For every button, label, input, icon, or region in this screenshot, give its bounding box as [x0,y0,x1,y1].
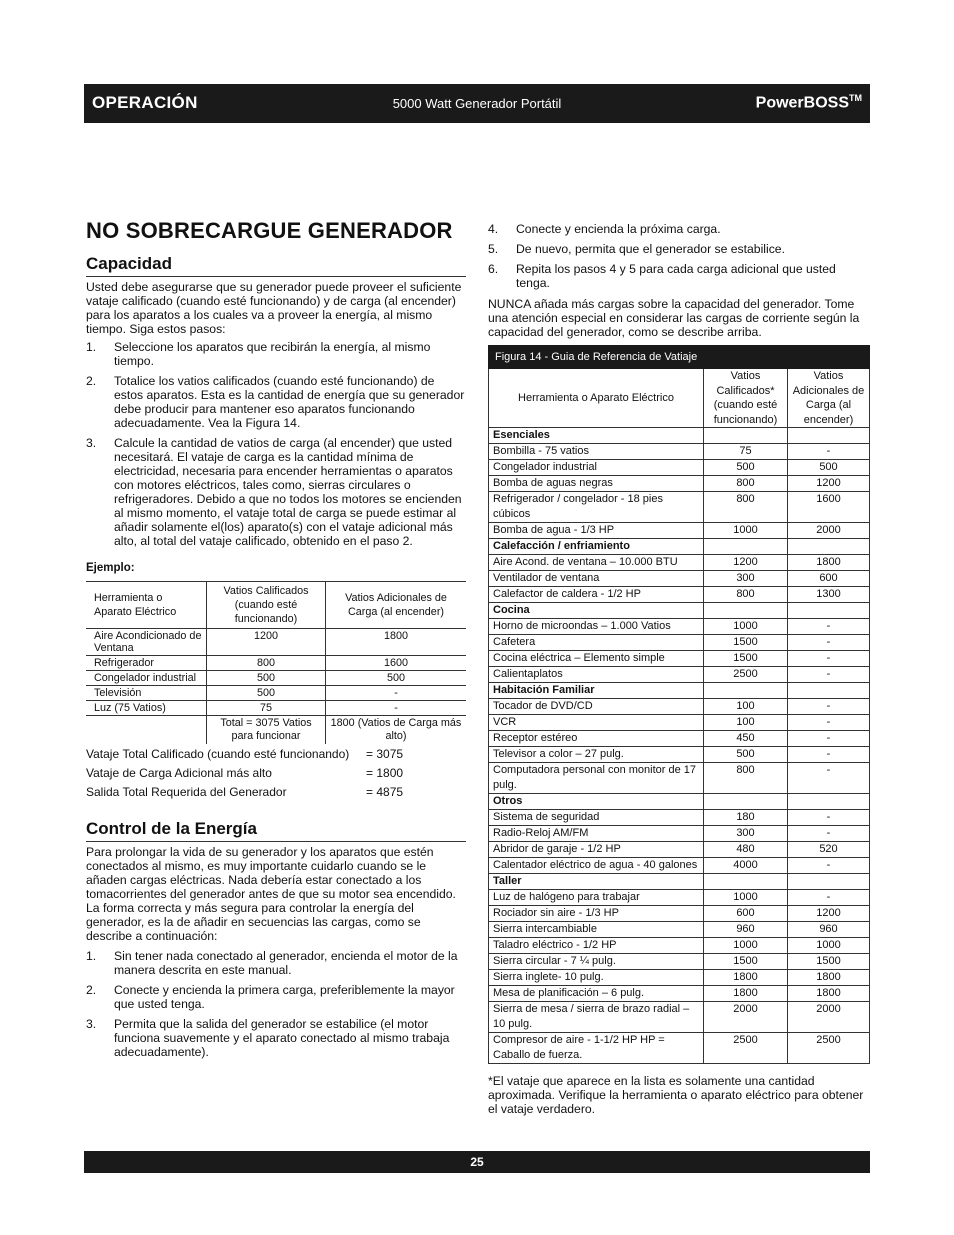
step-item [488,222,870,236]
surge-watts-cell: - [326,701,467,716]
surge-watts-cell: 2000 [788,523,870,539]
step-item [488,242,870,256]
running-watts-cell: 1000 [704,938,788,954]
ref-header-surge: Vatios Adicionales de Carga (al encender) [788,369,870,428]
running-watts-cell: 1800 [704,970,788,986]
step-number: 2. [86,983,97,997]
surge-watts-cell: - [788,667,870,683]
surge-watts-cell: 1300 [788,587,870,603]
page-title: NO SOBRECARGUE GENERADOR [86,218,453,243]
table-row [86,656,466,671]
category-label: Calefacción / enfriamiento [489,539,704,555]
appliance-cell: Compresor de aire - 1-1/2 HP HP = Caballo de fuerza. [489,1033,704,1064]
running-watts-cell: 1500 [704,651,788,667]
table-row [489,810,870,826]
ejemplo-summary [86,745,466,802]
surge-watts-cell: 2000 [788,1002,870,1033]
category-row [489,603,870,619]
table-row [489,587,870,603]
surge-watts-cell: 1200 [788,476,870,492]
running-watts-cell: 500 [207,686,326,701]
appliance-cell: Cafetera [489,635,704,651]
surge-watts-cell: - [788,826,870,842]
summary-label: Vatajе de Carga Adicional más alto [86,766,272,780]
running-watts-cell: 960 [704,922,788,938]
table-row [489,444,870,460]
table-row [86,701,466,716]
table-row [489,460,870,476]
appliance-cell: Tocador de DVD/CD [489,699,704,715]
surge-watts-cell: 600 [788,571,870,587]
wattage-reference-table [488,345,870,1064]
table-row [489,747,870,763]
surge-watts-cell: 500 [788,460,870,476]
running-watts-cell: 800 [207,656,326,671]
appliance-cell: Aire Acondicionado de Ventana [86,629,207,656]
step-number: 1. [86,949,97,963]
capacidad-heading: Capacidad [86,254,466,277]
appliance-cell: Abridor de garaje - 1/2 HP [489,842,704,858]
appliance-cell: Cocina eléctrica – Elemento simple [489,651,704,667]
table-row [489,986,870,1002]
summary-label: Vatajе Total Calificado (cuando esté funcionando) [86,747,350,761]
step-number: 5. [488,242,499,256]
ejemplo-table [86,581,466,744]
surge-watts-cell: - [788,715,870,731]
appliance-cell: Radio-Reloj AM/FM [489,826,704,842]
surge-watts-cell: 960 [788,922,870,938]
table-row [489,970,870,986]
surge-watts-cell: 1600 [788,492,870,523]
appliance-cell: Bomba de agua - 1/3 HP [489,523,704,539]
running-watts-cell: 75 [207,701,326,716]
running-watts-cell: 500 [207,671,326,686]
ref-header-appliance: Herramienta o Aparato Eléctrico [489,369,704,428]
running-watts-cell: 1000 [704,523,788,539]
capacidad-steps [86,340,466,548]
running-watts-cell: 800 [704,587,788,603]
capacidad-intro: Usted debe asegurarse que su generador puede proveer el suficiente vatajе calificado (cuando esté funcionando) y de carga (al encender) para los aparatos a los cuales va a proveer la energía, al mismo tiempo. Siga estos pasos: [86,280,462,336]
appliance-cell: Luz (75 Vatios) [86,701,207,716]
step-item [86,436,466,548]
page-number: 25 [470,1155,484,1169]
surge-watts-cell: 1500 [788,954,870,970]
step-item [488,262,870,290]
table-row [489,731,870,747]
running-watts-cell: 180 [704,810,788,826]
category-label: Otros [489,794,704,810]
appliance-cell: Taladro eléctrico - 1/2 HP [489,938,704,954]
table-row [86,686,466,701]
step-item [86,374,466,430]
appliance-cell: Bomba de aguas negras [489,476,704,492]
table-row [86,629,466,656]
summary-value: = 1800 [366,766,404,780]
table-row [489,938,870,954]
step-number: 6. [488,262,499,276]
footer-bar [84,1151,870,1173]
table-row [489,890,870,906]
step-number: 2. [86,374,97,388]
ejemplo-total-row [86,716,466,745]
surge-watts-cell: 1800 [788,986,870,1002]
table-row [489,922,870,938]
table-row [489,763,870,794]
left-column [86,218,466,1065]
table-row [489,954,870,970]
ref-header-running: Vatios Calificados* (cuando esté funcionando) [704,369,788,428]
running-watts-cell: 1500 [704,954,788,970]
running-watts-cell: 4000 [704,858,788,874]
appliance-cell: Rociador sin aire - 1/3 HP [489,906,704,922]
appliance-cell: Refrigerador [86,656,207,671]
running-watts-cell: 480 [704,842,788,858]
running-watts-cell: 1000 [704,619,788,635]
surge-watts-cell: 520 [788,842,870,858]
surge-watts-cell: - [788,699,870,715]
running-watts-cell: 600 [704,906,788,922]
table-row [489,523,870,539]
surge-watts-cell: - [788,635,870,651]
category-label: Habitación Familiar [489,683,704,699]
ejemplo-header-surge: Vatios Adicionales de Carga (al encender) [326,582,467,629]
right-column [488,222,870,1116]
ejemplo-header-running: Vatios Calificados (cuando esté funcionando) [207,582,326,629]
control-steps [86,949,466,1059]
appliance-cell: Congelador industrial [489,460,704,476]
table-row [86,671,466,686]
running-watts-cell: 1800 [704,986,788,1002]
step-number: 3. [86,1017,97,1031]
step-number: 1. [86,340,97,354]
appliance-cell: Calentador eléctrico de agua - 40 galones [489,858,704,874]
control-intro: Para prolongar la vida de su generador y los aparatos que estén conectados al mismo, es muy importante cuidarlo cuando se le añaden cargas eléctricas. Nada debería estar conectado a los tomacorrientes del generador antes de que su motor sea encendido. La forma correcta y más segura para controlar la energía del generador, es la de añadir en secuencias las cargas, como se describe a continuación: [86,845,456,943]
brand-logo [756,93,862,112]
running-watts-cell: 500 [704,747,788,763]
summary-value: = 4875 [366,785,404,799]
appliance-cell: Ventilador de ventana [489,571,704,587]
surge-watts-cell: - [788,858,870,874]
table-row [489,699,870,715]
table-row [489,476,870,492]
step-item [86,983,466,1011]
category-label: Cocina [489,603,704,619]
appliance-cell: Sierra circular - 7 ¼ pulg. [489,954,704,970]
appliance-cell: Horno de microondas – 1.000 Vatios [489,619,704,635]
step-text: De nuevo, permita que el generador se estabilice. [516,242,785,256]
table-row [489,571,870,587]
running-watts-cell: 300 [704,571,788,587]
appliance-cell: Aire Acond. de ventana – 10.000 BTU [489,555,704,571]
step-text: Permita que la salida del generador se estabilice (el motor funciona suavemente y el aparato conectado al mismo trabaja adecuadamente). [114,1017,450,1059]
appliance-cell: Televisor a color – 27 pulg. [489,747,704,763]
surge-watts-cell: - [788,444,870,460]
running-watts-cell: 100 [704,699,788,715]
table-row [489,635,870,651]
step-number: 3. [86,436,97,450]
surge-watts-cell: - [788,810,870,826]
category-row [489,428,870,444]
appliance-cell: Televisión [86,686,207,701]
appliance-cell: Mesa de planificación – 6 pulg. [489,986,704,1002]
surge-watts-cell: 1200 [788,906,870,922]
running-watts-cell: 300 [704,826,788,842]
table-row [489,651,870,667]
surge-watts-cell: - [788,651,870,667]
appliance-cell: Sistema de seguridad [489,810,704,826]
surge-watts-cell: - [788,747,870,763]
appliance-cell: Receptor estéreo [489,731,704,747]
appliance-cell: Luz de halógeno para trabajar [489,890,704,906]
category-row [489,794,870,810]
category-label: Esenciales [489,428,704,444]
table-row [489,715,870,731]
appliance-cell: Congelador industrial [86,671,207,686]
appliance-cell: Computadora personal con monitor de 17 pulg. [489,763,704,794]
ejemplo-total-surge: 1800 (Vatios de Carga más alto) [326,716,467,745]
category-row [489,683,870,699]
running-watts-cell: 500 [704,460,788,476]
table-row [489,667,870,683]
running-watts-cell: 800 [704,763,788,794]
running-watts-cell: 2500 [704,1033,788,1064]
step-text: Conecte y encienda la primera carga, preferiblemente la mayor que usted tenga. [114,983,455,1011]
running-watts-cell: 75 [704,444,788,460]
wattage-footnote: *El vatajе que aparece en la lista es solamente una cantidad aproximada. Verifique la herramienta o aparato eléctrico para obtener el vatajе verdadero. [488,1074,864,1116]
category-row [489,539,870,555]
surge-watts-cell: - [788,890,870,906]
surge-watts-cell: 1000 [788,938,870,954]
appliance-cell: VCR [489,715,704,731]
summary-value: = 3075 [366,747,404,761]
summary-line [86,764,466,783]
appliance-cell: Refrigerador / congelador - 18 pies cúbicos [489,492,704,523]
table-row [489,492,870,523]
appliance-cell: Calefactor de caldera - 1/2 HP [489,587,704,603]
table-row [489,906,870,922]
surge-watts-cell: 2500 [788,1033,870,1064]
appliance-cell: Bombilla - 75 vatios [489,444,704,460]
trademark-mark: TM [849,93,862,103]
running-watts-cell: 450 [704,731,788,747]
running-watts-cell: 800 [704,476,788,492]
appliance-cell: Sierra intercambiable [489,922,704,938]
table-row [489,858,870,874]
table-row [489,842,870,858]
running-watts-cell: 1200 [207,629,326,656]
step-text: Calcule la cantidad de vatios de carga (al encender) que usted necesitará. El vatajе de carga es la cantidad mínima de electricidad, necesaria para encender herramientas o aparatos con motores eléctricos, tales como, sierras circulares o refrigeradores. Debido a que no todos los motores se encienden al mismo momento, el vatajе total de carga se puede estimar al añadir solamente el(los) aparato(s) con el vatajе adicional más alto, al total del vatajе calificado, obtenido en el paso 2. [114,436,462,548]
running-watts-cell: 1500 [704,635,788,651]
running-watts-cell: 1200 [704,555,788,571]
step-text: Repita los pasos 4 y 5 para cada carga adicional que usted tenga. [516,262,836,290]
category-row [489,874,870,890]
step-item [86,949,466,977]
document-subtitle: 5000 Watt Generador Portátil [392,96,562,111]
step-text: Seleccione los aparatos que recibirán la energía, al mismo tiempo. [114,340,431,368]
summary-label: Salida Total Requerida del Generador [86,785,287,799]
surge-watts-cell: 1600 [326,656,467,671]
surge-watts-cell: 500 [326,671,467,686]
surge-watts-cell: - [788,619,870,635]
overload-warning: NUNCA añada más cargas sobre la capacidad del generador. Tome una atención especial en considerar las cargas de corriente según la capacidad del generador, como se describe arriba. [488,297,860,339]
step-text: Conecte y encienda la próxima carga. [516,222,721,236]
appliance-cell: Calientaplatos [489,667,704,683]
control-heading: Control de la Energía [86,819,466,842]
surge-watts-cell: - [788,763,870,794]
summary-line [86,745,466,764]
header-bar [84,84,870,123]
step-number: 4. [488,222,499,236]
step-text: Sin tener nada conectado al generador, encienda el motor de la manera descrita en este manual. [114,949,458,977]
figure-caption: Figura 14 - Guia de Referencia de Vatiaje [489,346,870,369]
category-label: Taller [489,874,704,890]
running-watts-cell: 2500 [704,667,788,683]
table-row [489,555,870,571]
continued-steps [488,222,870,290]
surge-watts-cell: - [788,731,870,747]
step-item [86,1017,466,1059]
surge-watts-cell: 1800 [788,970,870,986]
step-text: Totalice los vatios calificados (cuando esté funcionando) de estos aparatos. Esta es la cantidad de energía que su generador debe producir para mantener eso aparatos funcionando adecuadamente. Vea la Figura 14. [114,374,465,430]
table-row [489,1002,870,1033]
surge-watts-cell: - [326,686,467,701]
surge-watts-cell: 1800 [788,555,870,571]
brand-name: PowerBOSS [755,94,849,112]
running-watts-cell: 1000 [704,890,788,906]
running-watts-cell: 800 [704,492,788,523]
running-watts-cell: 100 [704,715,788,731]
ejemplo-total-running: Total = 3075 Vatios para funcionar [207,716,326,745]
running-watts-cell: 2000 [704,1002,788,1033]
section-title: OPERACIÓN [92,93,198,112]
appliance-cell: Sierra de mesa / sierra de brazo radial – 10 pulg. [489,1002,704,1033]
step-item [86,340,466,368]
table-row [489,619,870,635]
surge-watts-cell: 1800 [326,629,467,656]
ejemplo-header-appliance: Herramienta o Aparato Eléctrico [86,582,207,629]
ejemplo-label: Ejemplo: [86,562,135,574]
appliance-cell: Sierra inglete- 10 pulg. [489,970,704,986]
table-row [489,1033,870,1064]
table-row [489,826,870,842]
summary-line [86,783,466,802]
